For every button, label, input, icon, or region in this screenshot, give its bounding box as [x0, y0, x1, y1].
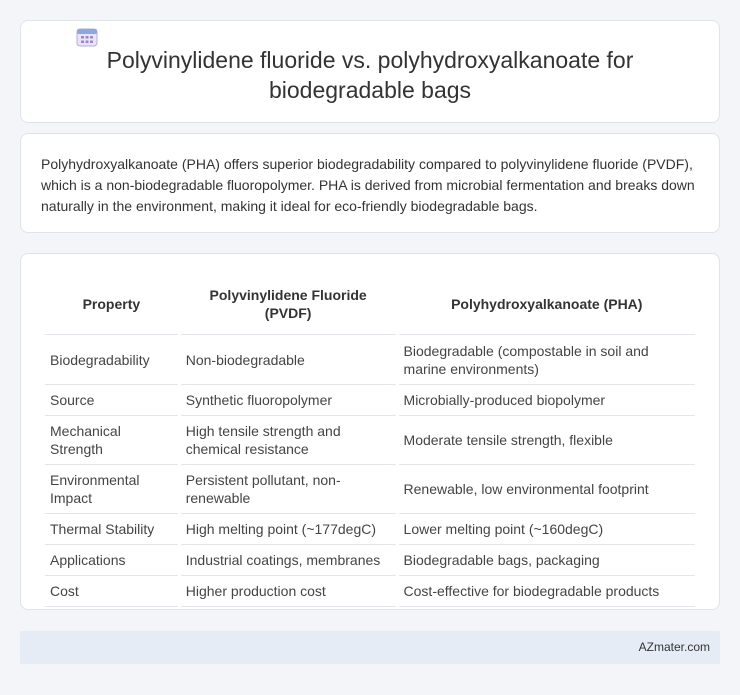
cell-pha: Renewable, low environmental footprint [399, 464, 695, 513]
cell-pvdf: Higher production cost [181, 575, 396, 607]
cell-property: Mechanical Strength [45, 415, 178, 464]
page-title: Polyvinylidene fluoride vs. polyhydroxyalkanoate for biodegradable bags [106, 47, 634, 103]
table-row [45, 464, 695, 513]
cell-property: Source [45, 384, 178, 415]
cell-pha: Microbially-produced biopolymer [399, 384, 695, 415]
cell-pvdf: Non-biodegradable [181, 334, 396, 384]
table-row [45, 544, 695, 575]
table-header-row [45, 274, 695, 334]
table-row [45, 575, 695, 607]
header-pvdf: Polyvinylidene Fluoride (PVDF) [209, 287, 367, 321]
calendar-icon [76, 27, 98, 47]
footer-bar [20, 631, 720, 664]
cell-pha: Cost-effective for biodegradable products [399, 575, 695, 607]
cell-pvdf: Synthetic fluoropolymer [181, 384, 396, 415]
cell-pvdf: High tensile strength and chemical resistance [181, 415, 396, 464]
header-pha: Polyhydroxyalkanoate (PHA) [451, 296, 643, 312]
cell-property: Biodegradability [45, 334, 178, 384]
cell-property: Applications [45, 544, 178, 575]
footer-brand[interactable]: AZmater.com [638, 640, 710, 654]
cell-pvdf: High melting point (~177degC) [181, 513, 396, 544]
cell-pha: Biodegradable bags, packaging [399, 544, 695, 575]
intro-paragraph: Polyhydroxyalkanoate (PHA) offers superior biodegradability compared to polyvinylidene fluoride (PVDF), which is a non-biodegradable fluoropolymer. PHA is derived from microbial fermentation and breaks down naturally in the environment, making it ideal for eco-friendly biodegradable bags. [41, 156, 695, 214]
table-row [45, 415, 695, 464]
cell-property: Cost [45, 575, 178, 607]
cell-pvdf: Industrial coatings, membranes [181, 544, 396, 575]
cell-pha: Biodegradable (compostable in soil and marine environments) [399, 334, 695, 384]
header-card [20, 20, 720, 123]
comparison-table [42, 274, 698, 607]
cell-pha: Moderate tensile strength, flexible [399, 415, 695, 464]
table-row [45, 334, 695, 384]
table-row [45, 513, 695, 544]
intro-card [20, 133, 720, 233]
table-row [45, 384, 695, 415]
cell-pvdf: Persistent pollutant, non-renewable [181, 464, 396, 513]
header-property: Property [82, 296, 141, 312]
comparison-card [20, 253, 720, 610]
cell-property: Thermal Stability [45, 513, 178, 544]
cell-pha: Lower melting point (~160degC) [399, 513, 695, 544]
cell-property: Environmental Impact [45, 464, 178, 513]
